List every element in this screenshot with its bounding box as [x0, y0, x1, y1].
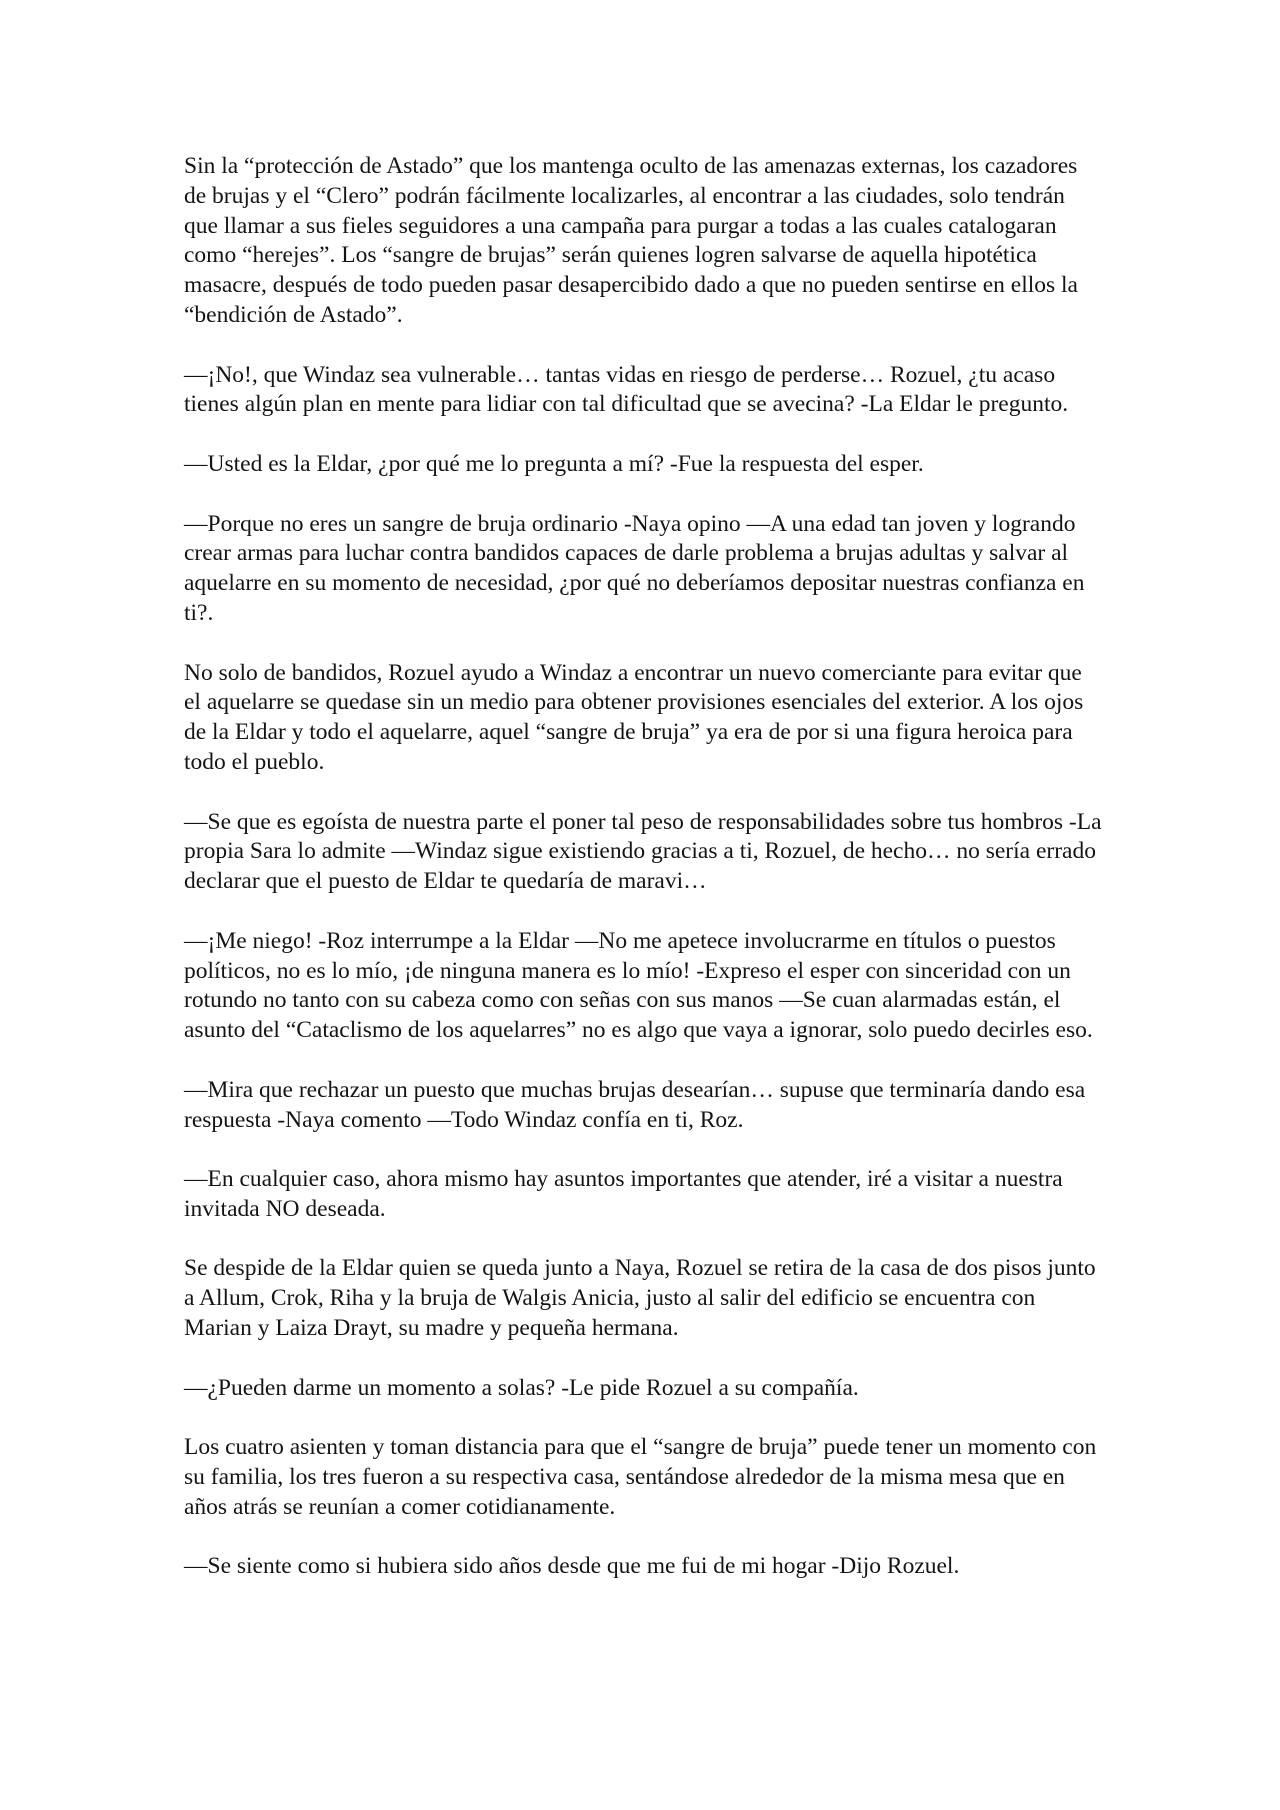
paragraph-13: —Se siente como si hubiera sido años desde que me fui de mi hogar -Dijo Rozuel. [184, 1553, 960, 1580]
paragraph-11: —¿Pueden darme un momento a solas? -Le pide Rozuel a su compañía. [184, 1374, 859, 1401]
paragraph-9: —En cualquier caso, ahora mismo hay asuntos importantes que atender, iré a visitar a nuestra invitada NO deseada. [184, 1166, 1063, 1222]
paragraph-8: —Mira que rechazar un puesto que muchas brujas desearían… supuse que terminaría dando esa respuesta -Naya comento —Todo Windaz confía en ti, Roz. [184, 1076, 1086, 1133]
paragraph-2: —¡No!, que Windaz sea vulnerable… tantas vidas en riesgo de perderse… Rozuel, ¿tu acaso tienes algún plan en mente para lidiar con tal dificultad que se avecina? -La Eldar le pregunto. [184, 361, 1069, 418]
document-body [184, 152, 1104, 1582]
paragraph-4: —Porque no eres un sangre de bruja ordinario -Naya opino —A una edad tan joven y logrando crear armas para luchar contra bandidos capaces de darle problema a brujas adultas y salvar al aquelarre en su momento de necesidad, ¿por qué no deberíamos depositar nuestras confianza en ti?. [184, 510, 1085, 626]
paragraph-6: —Se que es egoísta de nuestra parte el poner tal peso de responsabilidades sobre tus hombros -La propia Sara lo admite —Windaz sigue existiendo gracias a ti, Rozuel, de hecho… no sería errado declarar que el puesto de Eldar te quedaría de maravi… [184, 808, 1102, 895]
paragraph-5: No solo de bandidos, Rozuel ayudo a Windaz a encontrar un nuevo comerciante para evitar que el aquelarre se quedase sin un medio para obtener provisiones esenciales del exterior. A los ojos de la Eldar y todo el aquelarre, aquel “sangre de bruja” ya era de por si una figura heroica para todo el pueblo. [184, 659, 1084, 775]
paragraph-1: Sin la “protección de Astado” que los mantenga oculto de las amenazas externas, los cazadores de brujas y el “Clero” podrán fácilmente localizarles, al encontrar a las ciudades, solo tendrán que llamar a sus fieles seguidores a una campaña para purgar a todas a las cuales catalogaran como “herejes”. Los “sangre de brujas” serán quienes logren salvarse de aquella hipotética masacre, después de todo pueden pasar desapercibido dado a que no pueden sentirse en ellos la “bendición de Astado”. [184, 153, 1078, 328]
paragraph-12: Los cuatro asienten y toman distancia para que el “sangre de bruja” puede tener un momento con su familia, los tres fueron a su respectiva casa, sentándose alrededor de la misma mesa que en años atrás se reunían a comer cotidianamente. [184, 1434, 1097, 1520]
paragraph-10: Se despide de la Eldar quien se queda junto a Naya, Rozuel se retira de la casa de dos pisos junto a Allum, Crok, Riha y la bruja de Walgis Anicia, justo al salir del edificio se encuentra con Marian y Laiza Drayt, su madre y pequeña hermana. [184, 1255, 1096, 1342]
paragraph-3: —Usted es la Eldar, ¿por qué me lo pregunta a mí? -Fue la respuesta del esper. [184, 450, 924, 477]
paragraph-7: —¡Me niego! -Roz interrumpe a la Eldar —No me apetece involucrarme en títulos o puestos políticos, no es lo mío, ¡de ninguna manera es lo mío! -Expreso el esper con sinceridad con un rotundo no tanto con su cabeza como con señas con sus manos —Se cuan alarmadas están, el asunto del “Cataclismo de los aquelarres” no es algo que vaya a ignorar, solo puedo decirles eso. [184, 927, 1093, 1044]
